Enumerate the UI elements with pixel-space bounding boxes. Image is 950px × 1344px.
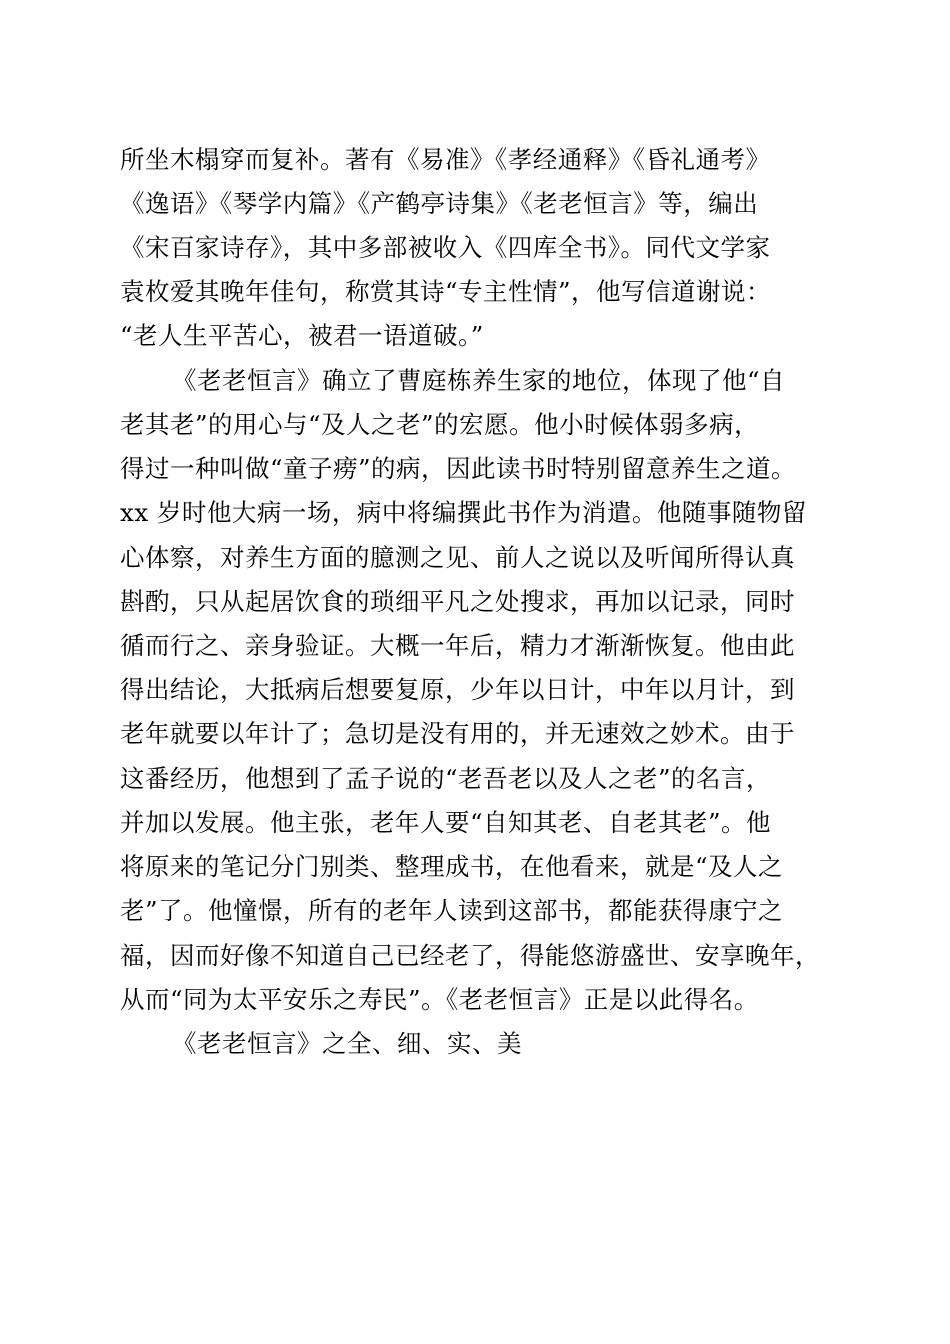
text-line: 所坐木榻穿而复补。著有《易准》《孝经通释》《昏礼通考》 [120, 145, 771, 174]
text-line: 老”了。他憧憬，所有的老年人读到这部书，都能获得康宁之 [120, 896, 784, 925]
text-line: 并加以发展。他主张，老年人要“自知其老、自老其老”。他 [120, 808, 772, 837]
text-line: 循而行之、亲身验证。大概一年后，精力才渐渐恢复。他由此 [120, 631, 795, 660]
text-line: 得过一种叫做“童子痨”的病，因此读书时特别留意养生之道。 [120, 454, 797, 483]
text-line: 老其老”的用心与“及人之老”的宏愿。他小时候体弱多病， [120, 410, 760, 439]
text-line: 《宋百家诗存》，其中多部被收入《四库全书》。同代文学家 [120, 233, 771, 262]
text-line: “老人生平苦心，被君一语道破。” [120, 321, 484, 350]
section-heading: 《老老恒言》之全、细、实、美 [172, 1029, 522, 1058]
text-line: 斟酌，只从起居饮食的琐细平凡之处搜求，再加以记录，同时 [120, 587, 795, 616]
text-line: 从而“同为太平安乐之寿民”。《老老恒言》正是以此得名。 [120, 985, 759, 1014]
text-line: 袁枚爱其晚年佳句，称赏其诗“专主性情”，他写信道谢说： [120, 277, 772, 306]
text-line: 这番经历，他想到了孟子说的“老吾老以及人之老”的名言， [120, 764, 772, 793]
text-line: 老年就要以年计了；急切是没有用的，并无速效之妙术。由于 [120, 719, 795, 748]
text-line: 将原来的笔记分门别类、整理成书，在他看来，就是“及人之 [120, 852, 784, 881]
paragraph-first-line: 《老老恒言》确立了曹庭栋养生家的地位，体现了他“自 [172, 366, 786, 395]
text-line: 《逸语》《琴学内篇》《产鹤亭诗集》《老老恒言》等，编出 [120, 189, 759, 218]
text-line: 福，因而好像不知道自己已经老了，得能悠游盛世、安享晚年， [120, 941, 820, 970]
text-line: xx 岁时他大病一场，病中将编撰此书作为消遣。他随事随物留 [120, 498, 807, 527]
text-line: 得出结论，大抵病后想要复原，少年以日计，中年以月计，到 [120, 675, 795, 704]
text-line: 心体察，对养生方面的臆测之见、前人之说以及听闻所得认真 [120, 543, 795, 572]
